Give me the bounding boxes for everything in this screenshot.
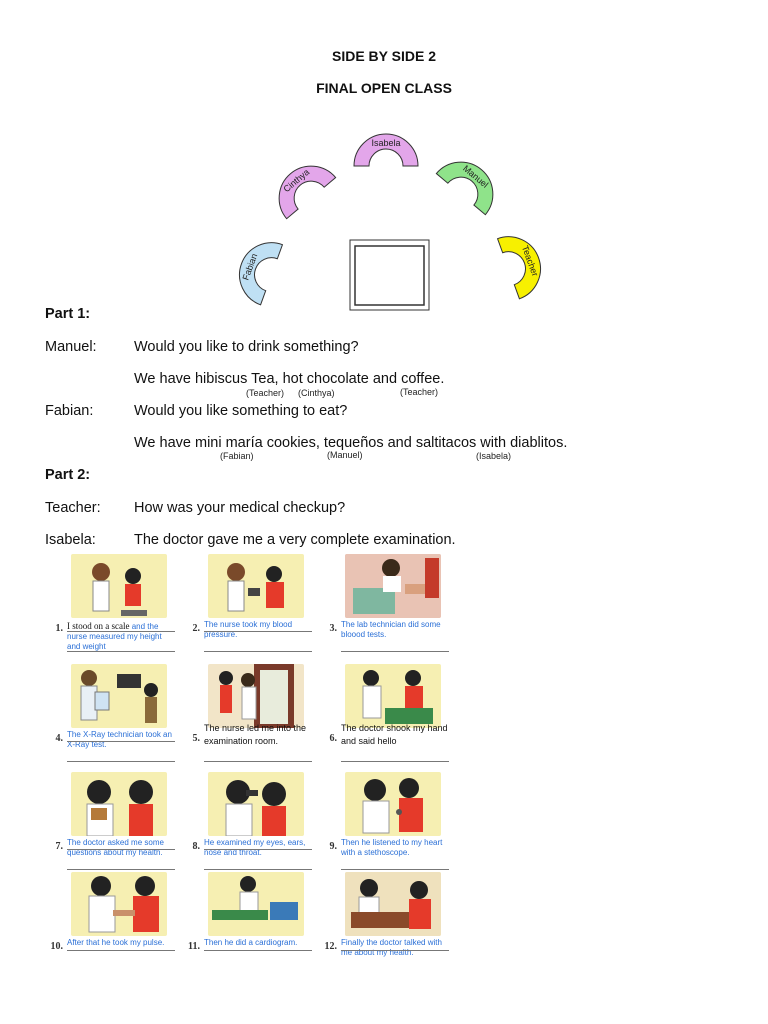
- item-number: 12.: [324, 941, 337, 952]
- speaker-isabela: Isabela:: [45, 532, 96, 548]
- page-subtitle: FINAL OPEN CLASS: [316, 80, 452, 96]
- part2-heading: Part 2:: [45, 467, 91, 483]
- item-number: 9.: [329, 841, 337, 852]
- item-number: 11.: [188, 941, 200, 952]
- item-number: 10.: [50, 941, 63, 952]
- item-number: 7.: [55, 841, 63, 852]
- seat-cinthya: [266, 153, 336, 219]
- item-prefix: I stood on a scale: [67, 621, 130, 631]
- illustration-blood-pressure: [208, 554, 304, 618]
- illustration-eyes-ears: [208, 772, 304, 836]
- exercise-item: [43, 552, 179, 654]
- illustration-scale: [71, 554, 167, 618]
- seat-teacher: [498, 228, 550, 299]
- note-cookies: (Fabian): [220, 451, 254, 461]
- seat-label-fabian: Fabian: [240, 252, 260, 282]
- exercise-item: [180, 662, 316, 764]
- exercise-item: [180, 870, 316, 972]
- item-text: Finally the doctor talked with me about my health.: [341, 938, 442, 957]
- item-number: 5.: [192, 733, 200, 744]
- illustration-stethoscope: [345, 772, 441, 836]
- item-text: He examined my eyes, ears, nose and throat.: [204, 838, 306, 857]
- seat-label-isabela: Isabela: [371, 138, 401, 148]
- seat-label-cinthya: Cinthya: [281, 166, 312, 195]
- answer-line: [67, 651, 175, 652]
- line-drink-options: We have hibiscus Tea, hot chocolate and coffee.: [134, 371, 445, 387]
- answer-line: [67, 761, 175, 762]
- item-text: The nurse took my blood pressure.: [204, 620, 293, 639]
- exercise-item: [317, 870, 453, 972]
- page-title: SIDE BY SIDE 2: [331, 48, 436, 64]
- item-text: After that he took my pulse.: [67, 938, 165, 947]
- speaker-teacher: Teacher:: [45, 500, 101, 516]
- exercise-item: [180, 770, 316, 872]
- item-number: 2.: [192, 623, 200, 634]
- line-checkup-answer: The doctor gave me a very complete examination.: [134, 532, 456, 548]
- line-food-question: Would you like something to eat?: [134, 403, 348, 419]
- note-hibiscus: (Teacher): [246, 388, 285, 398]
- illustration-pulse: [71, 872, 167, 936]
- answer-line: [204, 950, 312, 951]
- item-text: The X-Ray technician took an X-Ray test.: [67, 730, 172, 749]
- line-food-options: We have mini maría cookies, tequeños and saltitacos with diablitos.: [134, 435, 568, 451]
- item-number: 8.: [192, 841, 200, 852]
- answer-line: [67, 950, 175, 951]
- item-text: The doctor shook my hand and said hello: [341, 723, 448, 746]
- exercise-item: [317, 770, 453, 872]
- answer-line: [341, 761, 449, 762]
- illustration-handshake: [345, 664, 441, 728]
- item-text: and the nurse measured my height and weight: [67, 622, 162, 651]
- answer-line: [204, 651, 312, 652]
- speaker-manuel: Manuel:: [45, 339, 97, 355]
- note-tequenos: (Manuel): [327, 450, 363, 460]
- table: [350, 240, 429, 310]
- note-saltitacos: (Isabela): [476, 451, 512, 461]
- item-number: 4.: [55, 733, 63, 744]
- answer-line: [204, 631, 312, 632]
- answer-line: [67, 741, 175, 742]
- speaker-fabian: Fabian:: [45, 403, 94, 419]
- answer-line: [204, 849, 312, 850]
- seat-label-teacher: Teacher: [519, 244, 541, 278]
- answer-line: [67, 849, 175, 850]
- illustration-cardiogram: [208, 872, 304, 936]
- seat-label-manuel: Manuel: [461, 163, 491, 190]
- note-chocolate: (Cinthya): [298, 388, 335, 398]
- illustration-talk: [345, 872, 441, 936]
- answer-line: [67, 631, 175, 632]
- item-text: The lab technician did some bloood tests.: [341, 620, 441, 639]
- illustration-questions: [71, 772, 167, 836]
- item-text: The nurse led me into the examination room.: [204, 723, 307, 746]
- item-caption: [67, 621, 175, 652]
- exercise-item: [43, 870, 179, 972]
- exercise-item: [180, 552, 316, 654]
- answer-line: [341, 651, 449, 652]
- exercise-item: [43, 770, 179, 872]
- part1-heading: Part 1:: [45, 306, 91, 322]
- line-checkup-question: How was your medical checkup?: [134, 500, 346, 516]
- illustration-lab-test: [345, 554, 441, 618]
- seat-isabela: [354, 134, 418, 166]
- seating-diagram: [220, 120, 560, 320]
- exercise-item: [317, 552, 453, 654]
- exercise-item: [43, 662, 179, 764]
- illustration-exam-room: [208, 664, 304, 728]
- answer-line: [341, 950, 449, 951]
- illustration-xray: [71, 664, 167, 728]
- item-text: Then he listened to my heart with a stethoscope.: [341, 838, 443, 857]
- item-text: Then he did a cardiogram.: [204, 938, 298, 947]
- seat-fabian: [231, 234, 283, 305]
- answer-line: [204, 761, 312, 762]
- item-number: 3.: [329, 623, 337, 634]
- item-number: 6.: [329, 733, 337, 744]
- line-drink-question: Would you like to drink something?: [134, 339, 359, 355]
- exercise-grid: [43, 552, 453, 962]
- seat-manuel: [436, 149, 506, 215]
- item-text: The doctor asked me some questions about my health.: [67, 838, 164, 857]
- exercise-item: [317, 662, 453, 764]
- note-coffee: (Teacher): [400, 387, 439, 397]
- item-number: 1.: [55, 623, 63, 634]
